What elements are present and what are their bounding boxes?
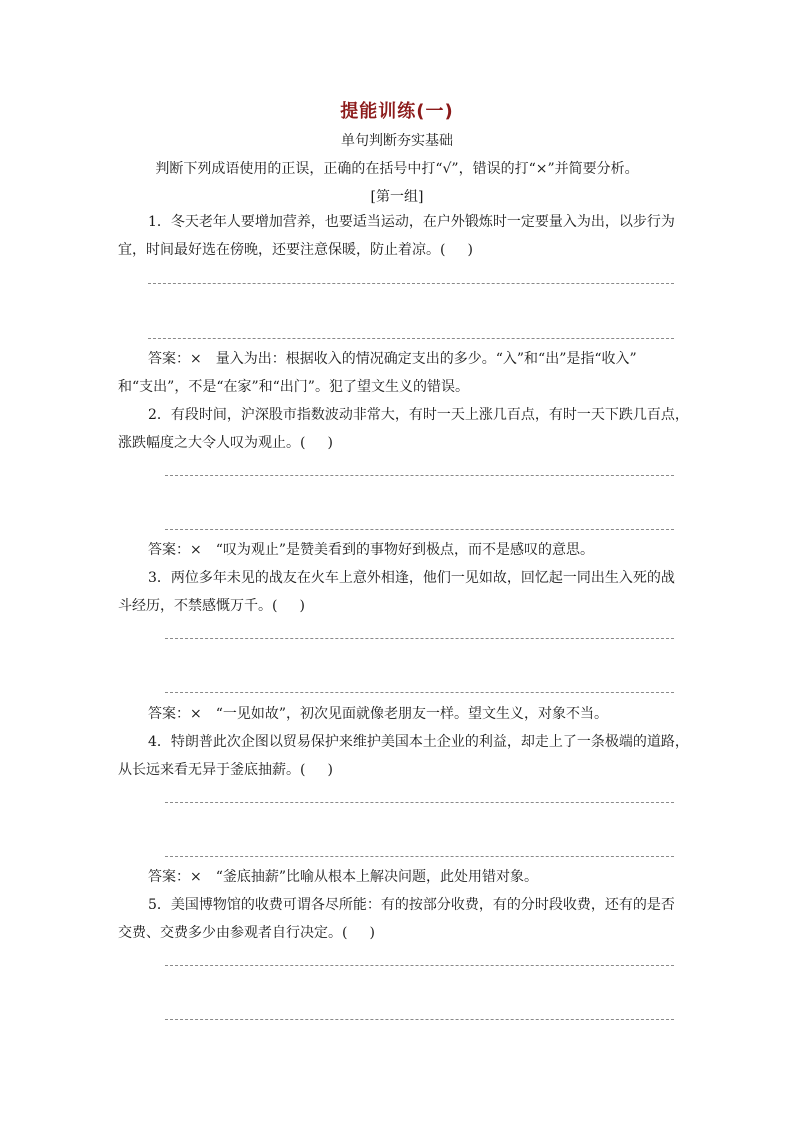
- question-text: 交费、交费多少由参观者自行决定。( ): [118, 925, 375, 941]
- question-text: 斗经历，不禁感慨万千。( ): [118, 598, 305, 614]
- answer-4: [148, 863, 678, 891]
- question-1: [118, 208, 678, 264]
- question-2: [118, 401, 689, 457]
- question-text: 1．冬天老年人要增加营养，也要适当运动，在户外锻炼时一定要量入为出，以步行为: [148, 214, 675, 230]
- question-4: [118, 728, 689, 784]
- answer-line[interactable]: [165, 1019, 674, 1020]
- answer-line[interactable]: [148, 338, 674, 339]
- question-text: 4．特朗普此次企图以贸易保护来维护美国本土企业的利益，却走上了一条极端的道路，: [148, 734, 689, 750]
- question-text: 涨跌幅度之大令人叹为观止。( ): [118, 435, 333, 451]
- answer-line[interactable]: [165, 856, 674, 857]
- answer-line[interactable]: [165, 475, 674, 476]
- answer-text: 答案：× “叹为观止”是赞美看到的事物好到极点，而不是感叹的意思。: [148, 542, 595, 558]
- section-subtitle: 单句判断夯实基础: [341, 133, 453, 149]
- group-label: [第一组]: [370, 189, 424, 205]
- instruction-text: 判断下列成语使用的正误，正确的在括号中打“√”，错误的打“×”并简要分析。: [155, 161, 639, 177]
- answer-text: 答案：× “釜底抽薪”比喻从根本上解决问题，此处用错对象。: [148, 869, 539, 885]
- answer-line[interactable]: [165, 529, 674, 530]
- question-5: [118, 891, 678, 947]
- answer-line[interactable]: [165, 638, 674, 639]
- question-text: 宜，时间最好选在傍晚，还要注意保暖，防止着凉。( ): [118, 242, 473, 258]
- answer-line[interactable]: [165, 965, 674, 966]
- answer-line[interactable]: [148, 283, 674, 284]
- question-text: 从长远来看无异于釜底抽薪。( ): [118, 762, 333, 778]
- answer-line[interactable]: [165, 692, 674, 693]
- answer-1: [118, 345, 678, 401]
- question-text: 2．有段时间，沪深股市指数波动非常大，有时一天上涨几百点，有时一天下跌几百点，: [148, 407, 689, 423]
- answer-line[interactable]: [165, 802, 674, 803]
- page-title: 提能训练(一): [340, 101, 454, 122]
- question-text: 5．美国博物馆的收费可谓各尽所能：有的按部分收费，有的分时段收费，还有的是否: [148, 897, 675, 913]
- answer-text: 答案：× 量入为出：根据收入的情况确定支出的多少。“入”和“出”是指“收入”: [148, 351, 637, 367]
- answer-text: 和“支出”，不是“在家”和“出门”。犯了望文生义的错误。: [118, 379, 469, 395]
- answer-3: [148, 700, 678, 728]
- answer-text: 答案：× “一见如故”，初次见面就像老朋友一样。望文生义，对象不当。: [148, 706, 609, 722]
- question-3: [118, 564, 678, 620]
- question-text: 3．两位多年未见的战友在火车上意外相逢，他们一见如故，回忆起一同出生入死的战: [148, 570, 675, 586]
- answer-2: [148, 536, 678, 564]
